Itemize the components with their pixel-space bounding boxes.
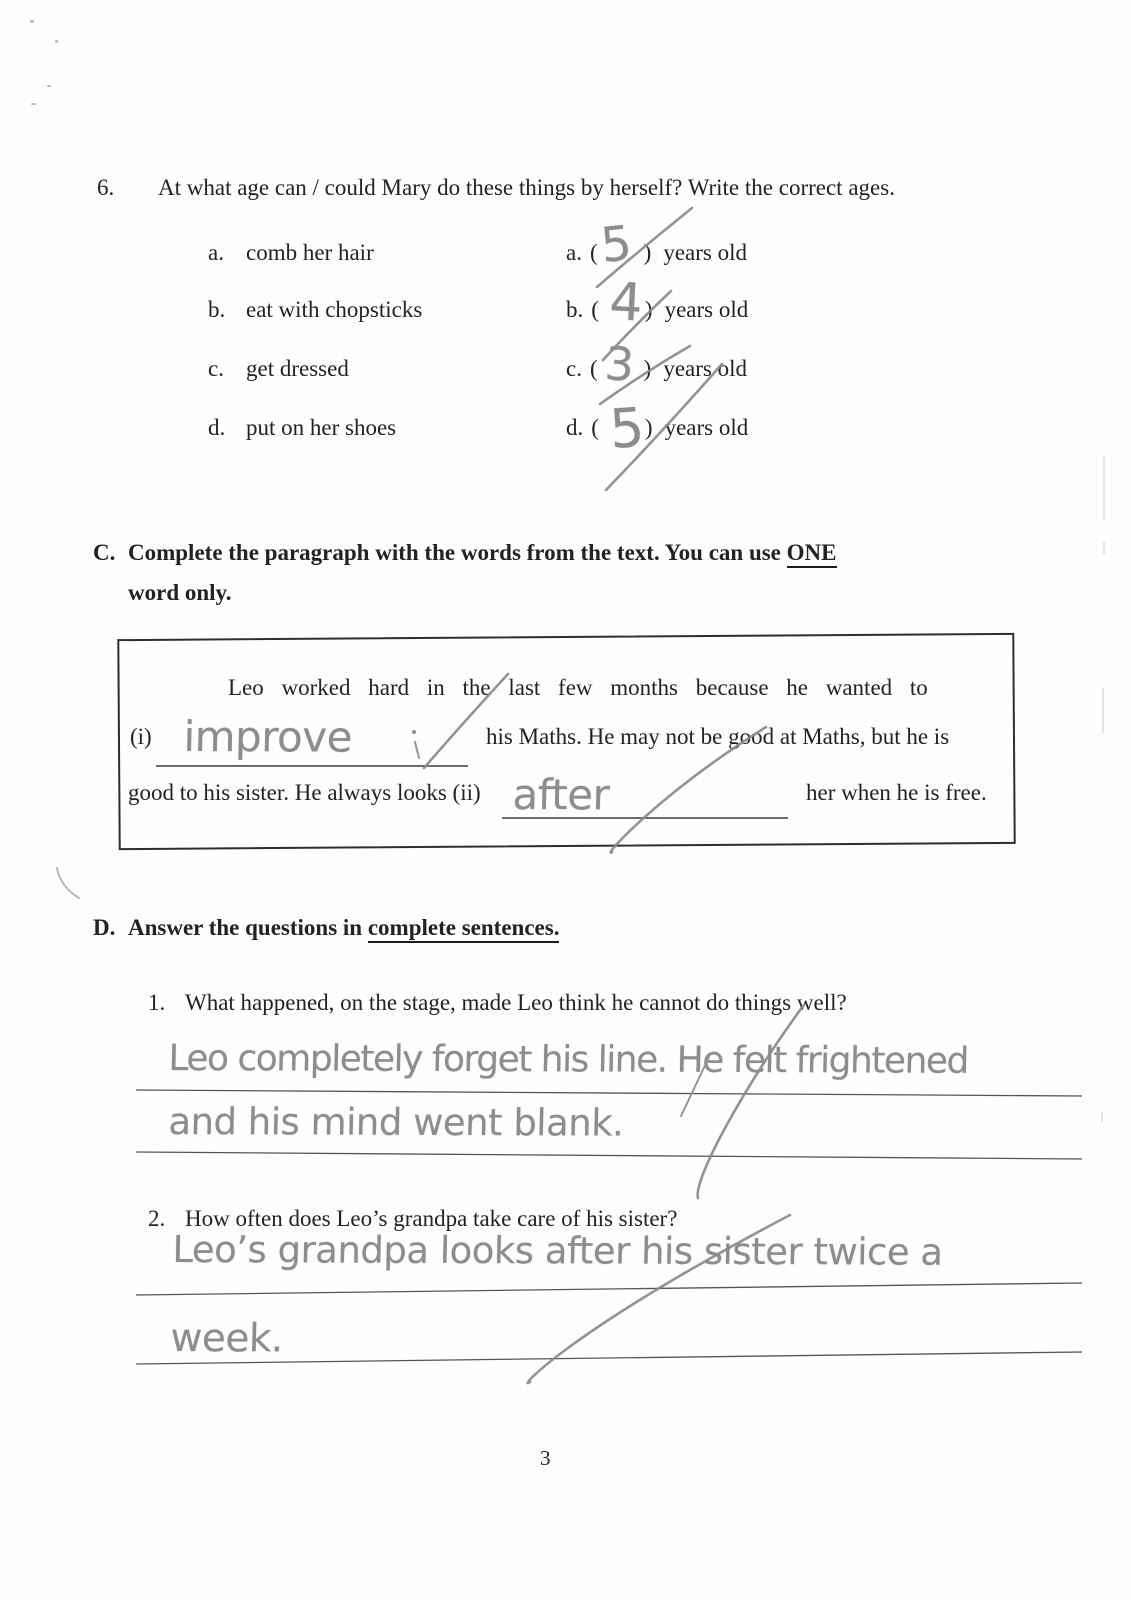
- q6-answer-suffix: years old: [663, 356, 747, 381]
- sectionD-heading-text: Answer the questions in: [128, 915, 368, 940]
- scan-speck: [30, 20, 34, 23]
- paren-open: (: [589, 240, 598, 265]
- paragraph-line3-rest: her when he is free.: [806, 780, 987, 805]
- paren-close: ): [644, 297, 653, 322]
- q6-item-answer: [566, 415, 748, 441]
- q6-answer-suffix: years old: [663, 240, 747, 265]
- scan-edge-mark: [1102, 688, 1104, 733]
- handwritten-age-c: 3: [603, 336, 636, 393]
- handwritten-age-a: 5: [598, 215, 634, 274]
- q6-item-answer: [566, 297, 748, 323]
- handwritten-answer2-line2: week.: [170, 1316, 284, 1362]
- handwritten-blank1-answer: improve: [183, 712, 353, 762]
- q6-answer-letter: d.: [566, 415, 584, 440]
- answer1-rule2: [136, 1152, 1082, 1159]
- answer2-rule1: [136, 1283, 1082, 1295]
- paragraph-line1: Leo worked hard in the last few months because he wanted to: [228, 675, 928, 700]
- scan-speck: [47, 85, 51, 87]
- scan-edge-mark: [1101, 1112, 1103, 1122]
- q6-item-activity: eat with chopsticks: [246, 297, 423, 322]
- handwritten-answer2-line1: Leo’s grandpa looks after his sister twice a: [172, 1228, 943, 1274]
- handwritten-age-b: 4: [608, 272, 644, 334]
- tick-mark-answer1: [698, 1006, 803, 1198]
- paren-close: ): [643, 240, 652, 265]
- answer1-rule1: [136, 1090, 1082, 1096]
- sectionD-heading-underlined: complete sentences.: [368, 915, 560, 943]
- question2-text: How often does Leo’s grandpa take care of his sister?: [185, 1206, 678, 1231]
- paren-open: (: [591, 415, 599, 440]
- q6-item-answer: [566, 356, 747, 382]
- sectionD-label: D.: [93, 915, 116, 940]
- scan-speck: [31, 103, 36, 105]
- paren-open: (: [589, 356, 598, 381]
- paragraph-line3-before: good to his sister. He always looks (ii): [128, 780, 481, 805]
- q6-item-letter: a.: [208, 240, 224, 265]
- q6-item-activity: comb her hair: [246, 240, 374, 265]
- question6-number: 6.: [97, 175, 115, 200]
- paren-close: ): [644, 415, 653, 440]
- sectionC-label: C.: [93, 540, 116, 565]
- q6-item-activity: put on her shoes: [246, 415, 397, 440]
- q6-item-letter: c.: [208, 356, 224, 381]
- q6-answer-letter: c.: [566, 356, 582, 381]
- q6-answer-letter: b.: [566, 297, 584, 322]
- sectionC-heading-line2: word only.: [128, 580, 232, 605]
- q6-item-letter: b.: [208, 297, 226, 322]
- handwritten-answer1-line2: and his mind went blank.: [168, 1100, 624, 1145]
- handwritten-age-d: 5: [607, 395, 646, 461]
- handwritten-answer1-line1: Leo completely forget his line. He felt frightened: [168, 1038, 969, 1082]
- sectionD-heading: [128, 915, 559, 941]
- q6-answer-letter: a.: [566, 240, 582, 265]
- q6-item-activity: get dressed: [246, 356, 349, 381]
- paren-open: (: [591, 297, 599, 322]
- paragraph-line2: his Maths. He may not be good at Maths, but he is: [486, 724, 950, 749]
- sectionC-heading-text: Complete the paragraph with the words from the text. You can use: [128, 540, 787, 565]
- handwritten-blank2-answer: after: [512, 770, 610, 820]
- question6-prompt: At what age can / could Mary do these things by herself? Write the correct ages.: [158, 175, 895, 200]
- paren-close: ): [643, 356, 652, 381]
- scan-stray-mark: [57, 868, 79, 898]
- q6-answer-suffix: years old: [664, 297, 749, 322]
- blank1-marker: (i): [130, 724, 152, 749]
- page-number: 3: [540, 1446, 551, 1470]
- q6-answer-suffix: years old: [664, 415, 749, 440]
- question1-number: 1.: [148, 990, 166, 1015]
- sectionC-heading: [128, 540, 837, 566]
- sectionC-heading-underlined: ONE: [787, 540, 837, 568]
- question2-number: 2.: [148, 1206, 166, 1231]
- q6-item-letter: d.: [208, 415, 226, 440]
- scan-edge-mark: [1103, 542, 1105, 554]
- scan-edge-mark: [1103, 455, 1105, 520]
- question1-text: What happened, on the stage, made Leo think he cannot do things well?: [185, 990, 847, 1015]
- q6-item-answer: [566, 240, 747, 266]
- scan-speck: [55, 40, 58, 43]
